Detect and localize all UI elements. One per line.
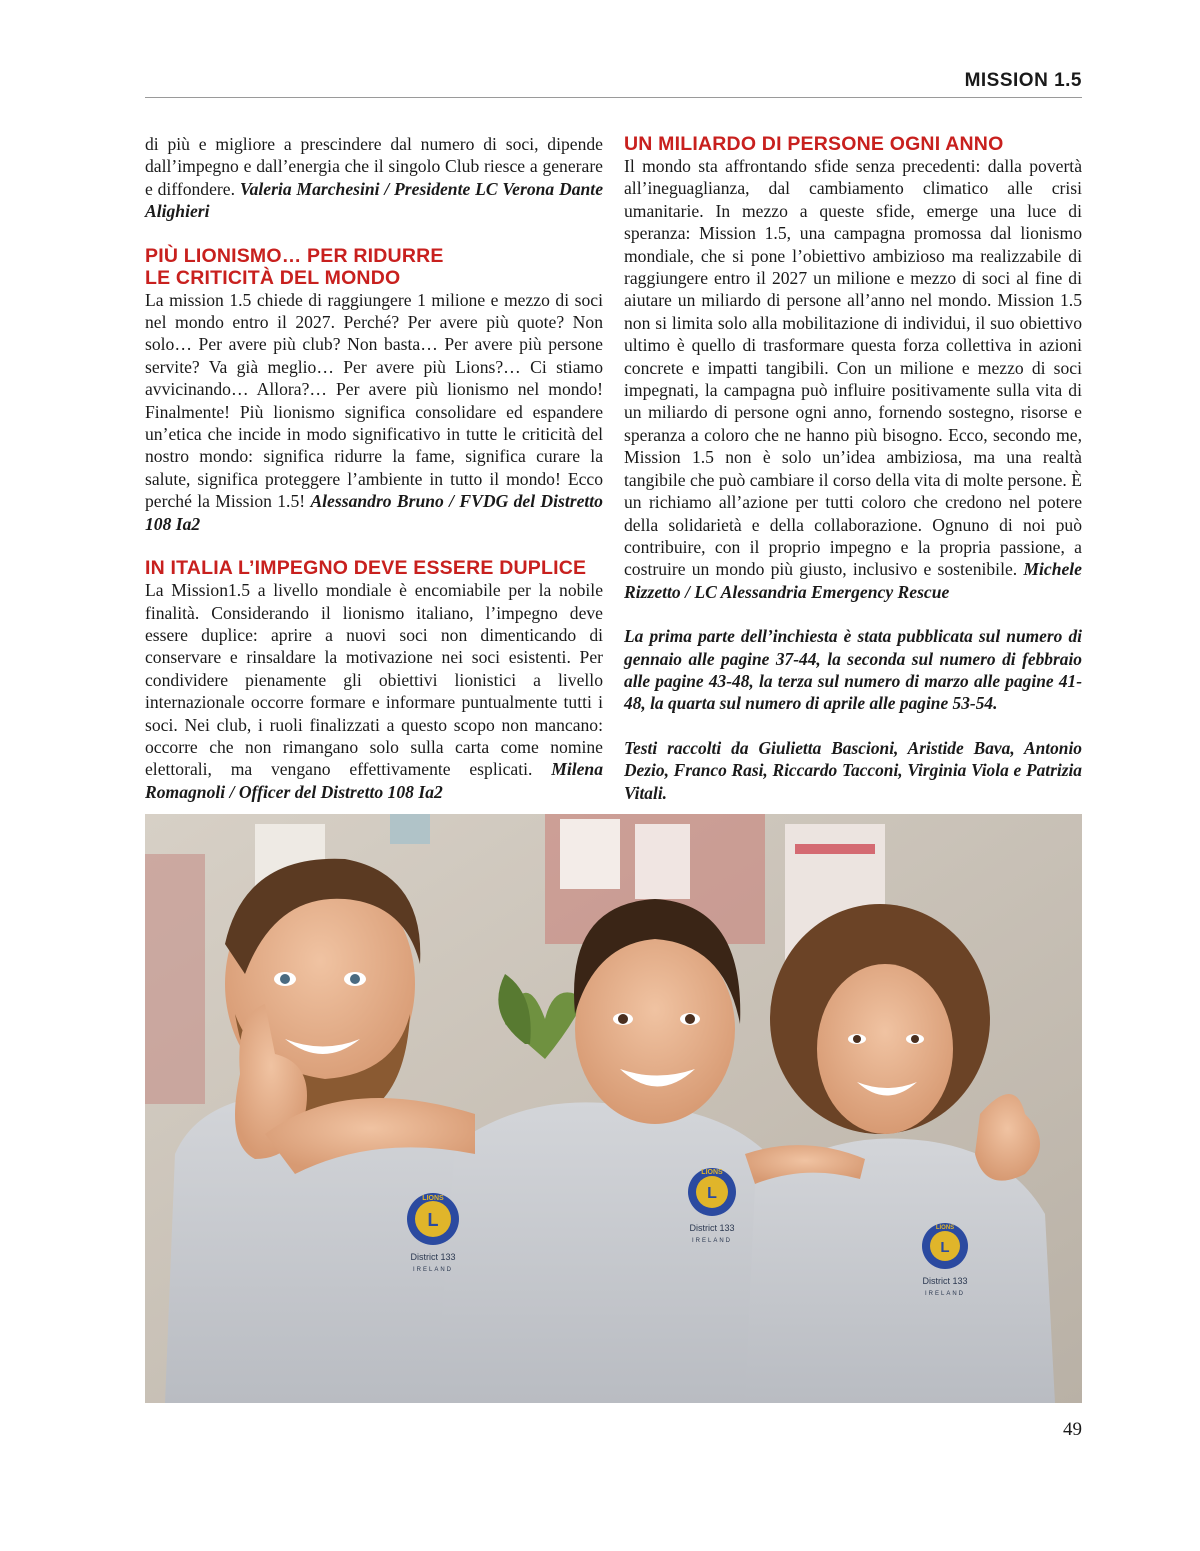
section-lionismo-signature: Alessandro Bruno / FVDG del Distretto 108 Ia2 [145, 491, 603, 534]
district-text: District 133 [922, 1276, 968, 1286]
section-italia-text: La Mission1.5 a livello mondiale è encomiabile per la nobile finalità. Considerando il lionismo italiano, l’impegno deve essere duplice: aprire a nuovi soci non dimenticando di conservare e rinsaldare la motivazione nei soci esistenti. Per condividere pienamente gli obiettivi lionistici a livello internazionale occorre formare e informare puntualmente tutti i soci. Nei club, i ruoli finalizzati a questo scopo non mancano: occorre che non rimangano solo sulla carta come nomine elettorali, ma vengano effettivamente esplicati. [145, 580, 603, 780]
heading-line-1: PIÙ LIONISMO… PER RIDURRE [145, 244, 444, 267]
notice-paper-1 [560, 819, 620, 889]
intro-text: di più e migliore a prescindere dal numero di soci, dipende dall’impegno e dall’energia che il singolo Club riesce a generare e diffondere. [145, 134, 603, 199]
section-lionismo-paragraph [145, 289, 603, 535]
logo-letter: L [427, 1210, 439, 1230]
intro-paragraph [145, 133, 603, 223]
photo-illustration [145, 814, 1082, 1403]
section-miliardo-signature: Michele Rizzetto / LC Alessandria Emergency Rescue [624, 559, 1082, 602]
notice-paper-2 [635, 824, 690, 899]
section-lionismo-text: La mission 1.5 chiede di raggiungere 1 milione e mezzo di soci nel mondo entro il 2027. Perché? Per avere più quote? Non solo… Per avere più club? Non basta… Per avere più persone servite? Va già meglio… Per avere più Lions?… Ci stiamo avvicinando… Allora?… Per avere più lionismo nel mondo! Finalmente! Più lionismo significa consolidare ed espandere un’etica che incide in modo significativo in tutte le criticità del nostro mondo: significa ridurre la fame, significa curare la salute, significa proteggere l’ambiente in tutto il mondo! Ecco perché la Mission 1.5! [145, 289, 603, 512]
left-column [145, 133, 603, 803]
heading-line-2: LE CRITICITÀ DEL MONDO [145, 266, 401, 289]
logo-text: LIONS [935, 1225, 955, 1231]
lions-logo-middle [688, 1168, 736, 1244]
photo-three-volunteers [145, 814, 1082, 1403]
credits-note: Testi raccolti da Giulietta Bascioni, Aristide Bava, Antonio Dezio, Franco Rasi, Riccardo Tacconi, Virginia Viola e Patrizia Vitali. [624, 737, 1082, 803]
logo-letter: L [707, 1185, 717, 1202]
section-italia-signature: Milena Romagnoli / Officer del Distretto 108 Ia2 [145, 759, 603, 802]
section-miliardo-text: Il mondo sta affrontando sfide senza precedenti: dalla povertà all’ineguaglianza, dal cambiamento climatico alle crisi umanitarie. In mezzo a queste sfide, emerge una luce di speranza: Mission 1.5, una campagna promossa dal lionismo mondiale, che si pone l’obiettivo ambizioso ma realizzabile di raggiungere entro il 2027 un milione e mezzo di soci al fine di aiutare un miliardo di persone all’anno nel mondo. Mission 1.5 non si limita solo alla mobilitazione di individui, il suo obiettivo ultimo è quello di trasformare questa forza collettiva in azioni concrete e impatti tangibili. Con un milione e mezzo di soci impegnati, la campagna può influire positivamente sulla vita di un miliardo di persone ogni anno, fornendo sostegno, risorse e speranza a coloro che ne hanno più bisogno. Ecco, secondo me, Mission 1.5 non è solo un’idea ambiziosa, ma una realtà tangibile che può cambiare il corso della vita di molte persone. È un richiamo all’azione per tutti coloro che credono nel potere della solidarietà e della collaborazione. Ognuno di noi può contribuire, con il proprio impegno e la propria passione, a costruire un mondo più giusto, inclusivo e sostenibile. [624, 156, 1082, 580]
section-heading-miliardo: UN MILIARDO DI PERSONE OGNI ANNO [624, 133, 1004, 155]
section-miliardo-paragraph [624, 155, 1082, 603]
intro-signature: Valeria Marchesini / Presidente LC Verona Dante Alighieri [145, 178, 604, 222]
country-text: IRELAND [924, 1291, 966, 1297]
country-text: IRELAND [691, 1238, 733, 1244]
logo-letter: L [940, 1239, 950, 1256]
lions-logo-right [922, 1223, 968, 1297]
logo-text: LIONS [422, 1195, 444, 1202]
section-heading-italia: IN ITALIA L’IMPEGNO DEVE ESSERE DUPLICE [145, 557, 587, 580]
country-text: IRELAND [412, 1267, 454, 1273]
district-text: District 133 [410, 1252, 456, 1262]
lions-logo-man [407, 1193, 459, 1273]
section-italia-paragraph [145, 579, 603, 803]
publication-note: La prima parte dell’inchiesta è stata pubblicata sul numero di gennaio alle pagine 37-44, la seconda sul numero di febbraio alle pagine 43-48, la terza sul numero di marzo alle pagine 41-48, la quarta sul numero di aprile alle pagine 53-54. [624, 626, 1082, 714]
district-text: District 133 [689, 1223, 735, 1233]
right-column [624, 133, 1082, 804]
poster-small [390, 814, 430, 844]
header-rule [145, 97, 1082, 98]
running-title: MISSION 1.5 [964, 70, 1082, 91]
logo-text: LIONS [701, 1169, 723, 1176]
wall-left [145, 854, 205, 1104]
section-heading-lionismo [145, 245, 603, 289]
page-number: 49 [1063, 1419, 1082, 1440]
notice-stripe [795, 844, 875, 854]
